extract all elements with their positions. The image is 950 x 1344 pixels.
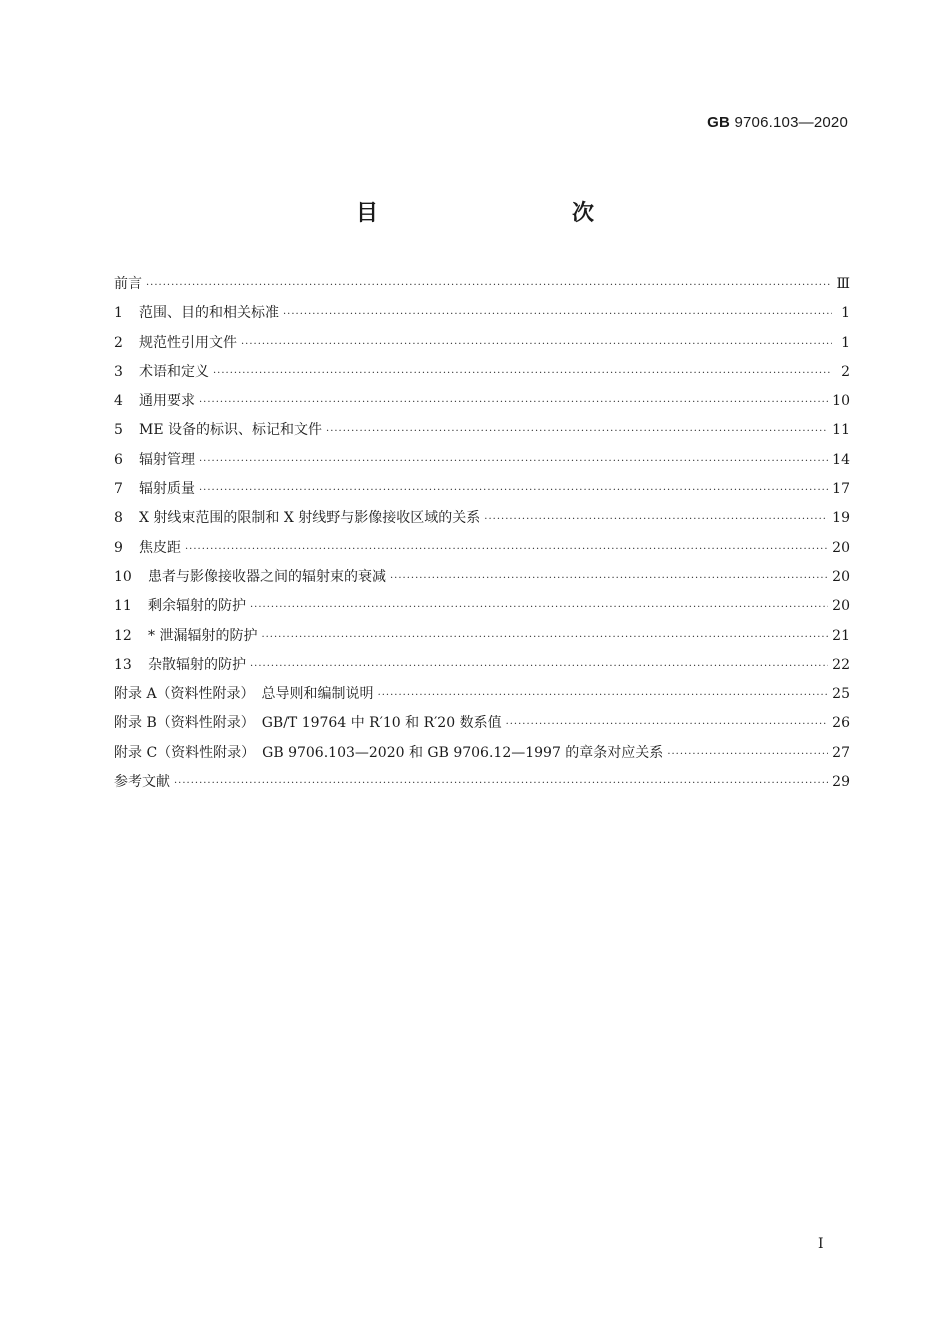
toc-leader-dots (283, 300, 832, 329)
toc-leader-dots (146, 271, 832, 300)
toc-entry-label: X 射线束范围的限制和 X 射线野与影像接收区域的关系 (139, 510, 481, 527)
toc-entry[interactable] (114, 416, 850, 445)
toc-entry[interactable] (114, 475, 850, 504)
toc-entry-label: 患者与影像接收器之间的辐射束的衰减 (148, 568, 386, 585)
toc-entry-page: 1 (841, 334, 850, 351)
toc-entry-label: 术语和定义 (139, 363, 209, 380)
toc-entry-page: 11 (832, 422, 850, 439)
toc-entry-number: 5 (114, 422, 123, 439)
toc-entry-label: 参考文献 (114, 774, 170, 791)
toc-leader-dots (199, 388, 828, 417)
toc-entry[interactable] (114, 680, 850, 709)
toc-entry[interactable] (114, 270, 850, 299)
toc-leader-dots (667, 740, 828, 769)
toc-entry-label: 辐射质量 (139, 481, 195, 498)
toc-entry[interactable] (114, 534, 850, 563)
toc-leader-dots (241, 330, 832, 359)
standard-code (707, 114, 848, 131)
toc-entry[interactable] (114, 768, 850, 797)
page-title: 目 次 (355, 201, 644, 226)
toc-entry-label: 范围、目的和相关标准 (139, 305, 279, 322)
toc-entry-number: 8 (114, 510, 123, 527)
toc-entry-number: 13 (114, 656, 132, 673)
toc-entry-number: 6 (114, 451, 123, 468)
toc-entry-number: 11 (114, 598, 132, 615)
toc-entry-label: 通用要求 (139, 393, 195, 410)
toc-entry-number: 3 (114, 363, 123, 380)
toc-entry-label: 附录 B（资料性附录） GB/T 19764 中 R′10 和 R′20 数系值 (114, 715, 502, 732)
toc-entry-label: 杂散辐射的防护 (148, 656, 246, 673)
toc-entry[interactable] (114, 709, 850, 738)
toc-leader-dots (506, 710, 829, 739)
toc-leader-dots (390, 564, 828, 593)
toc-entry-page: 25 (832, 686, 850, 703)
toc-entry-number: 9 (114, 539, 123, 556)
toc-entry-page: 27 (832, 744, 850, 761)
toc-entry-page: 21 (832, 627, 850, 644)
toc-entry[interactable] (114, 739, 850, 768)
toc-entry-page: 20 (832, 598, 850, 615)
toc-leader-dots (326, 417, 828, 446)
toc-entry[interactable] (114, 387, 850, 416)
table-of-contents (114, 270, 850, 797)
toc-leader-dots (213, 359, 832, 388)
toc-entry[interactable] (114, 329, 850, 358)
toc-entry[interactable] (114, 622, 850, 651)
toc-entry-label: 辐射管理 (139, 451, 195, 468)
toc-entry-page: 20 (832, 568, 850, 585)
toc-leader-dots (261, 623, 828, 652)
standard-number: 9706.103—2020 (734, 114, 848, 131)
toc-leader-dots (185, 535, 828, 564)
toc-entry-label: 剩余辐射的防护 (148, 598, 246, 615)
toc-entry-page: 26 (832, 715, 850, 732)
toc-leader-dots (250, 593, 828, 622)
toc-entry-page: 29 (832, 774, 850, 791)
toc-entry[interactable] (114, 358, 850, 387)
toc-leader-dots (174, 769, 828, 798)
toc-entry-number: 1 (114, 305, 123, 322)
toc-entry[interactable] (114, 299, 850, 328)
toc-entry-label: 焦皮距 (139, 539, 181, 556)
toc-entry-label: 前言 (114, 276, 142, 292)
toc-entry-label: * 泄漏辐射的防护 (148, 627, 258, 644)
toc-entry-page: 10 (832, 393, 850, 410)
toc-entry[interactable] (114, 651, 850, 680)
toc-entry-page: 2 (841, 363, 850, 380)
toc-entry-page: 19 (832, 510, 850, 527)
toc-leader-dots (484, 505, 828, 534)
toc-entry-page: Ⅲ (836, 276, 850, 292)
toc-entry-page: 20 (832, 539, 850, 556)
toc-entry-number: 4 (114, 393, 123, 410)
toc-entry[interactable] (114, 504, 850, 533)
toc-entry-number: 12 (114, 627, 132, 644)
toc-entry-label: ME 设备的标识、标记和文件 (139, 422, 323, 439)
toc-leader-dots (378, 681, 829, 710)
toc-entry-number: 7 (114, 481, 123, 498)
toc-entry[interactable] (114, 592, 850, 621)
page-number: I (818, 1236, 824, 1252)
toc-leader-dots (199, 476, 828, 505)
toc-entry-number: 2 (114, 334, 123, 351)
toc-entry[interactable] (114, 563, 850, 592)
toc-entry-label: 附录 A（资料性附录） 总导则和编制说明 (114, 686, 374, 703)
toc-entry-label: 规范性引用文件 (139, 334, 237, 351)
toc-entry-page: 14 (832, 451, 850, 468)
toc-entry-number: 10 (114, 568, 132, 585)
toc-entry-page: 17 (832, 481, 850, 498)
standard-prefix: GB (707, 114, 731, 131)
toc-entry[interactable] (114, 446, 850, 475)
toc-entry-page: 1 (841, 305, 850, 322)
toc-entry-label: 附录 C（资料性附录） GB 9706.103—2020 和 GB 9706.12—1997 的章条对应关系 (114, 744, 664, 761)
toc-entry-page: 22 (832, 656, 850, 673)
toc-leader-dots (199, 447, 828, 476)
toc-leader-dots (250, 652, 828, 681)
